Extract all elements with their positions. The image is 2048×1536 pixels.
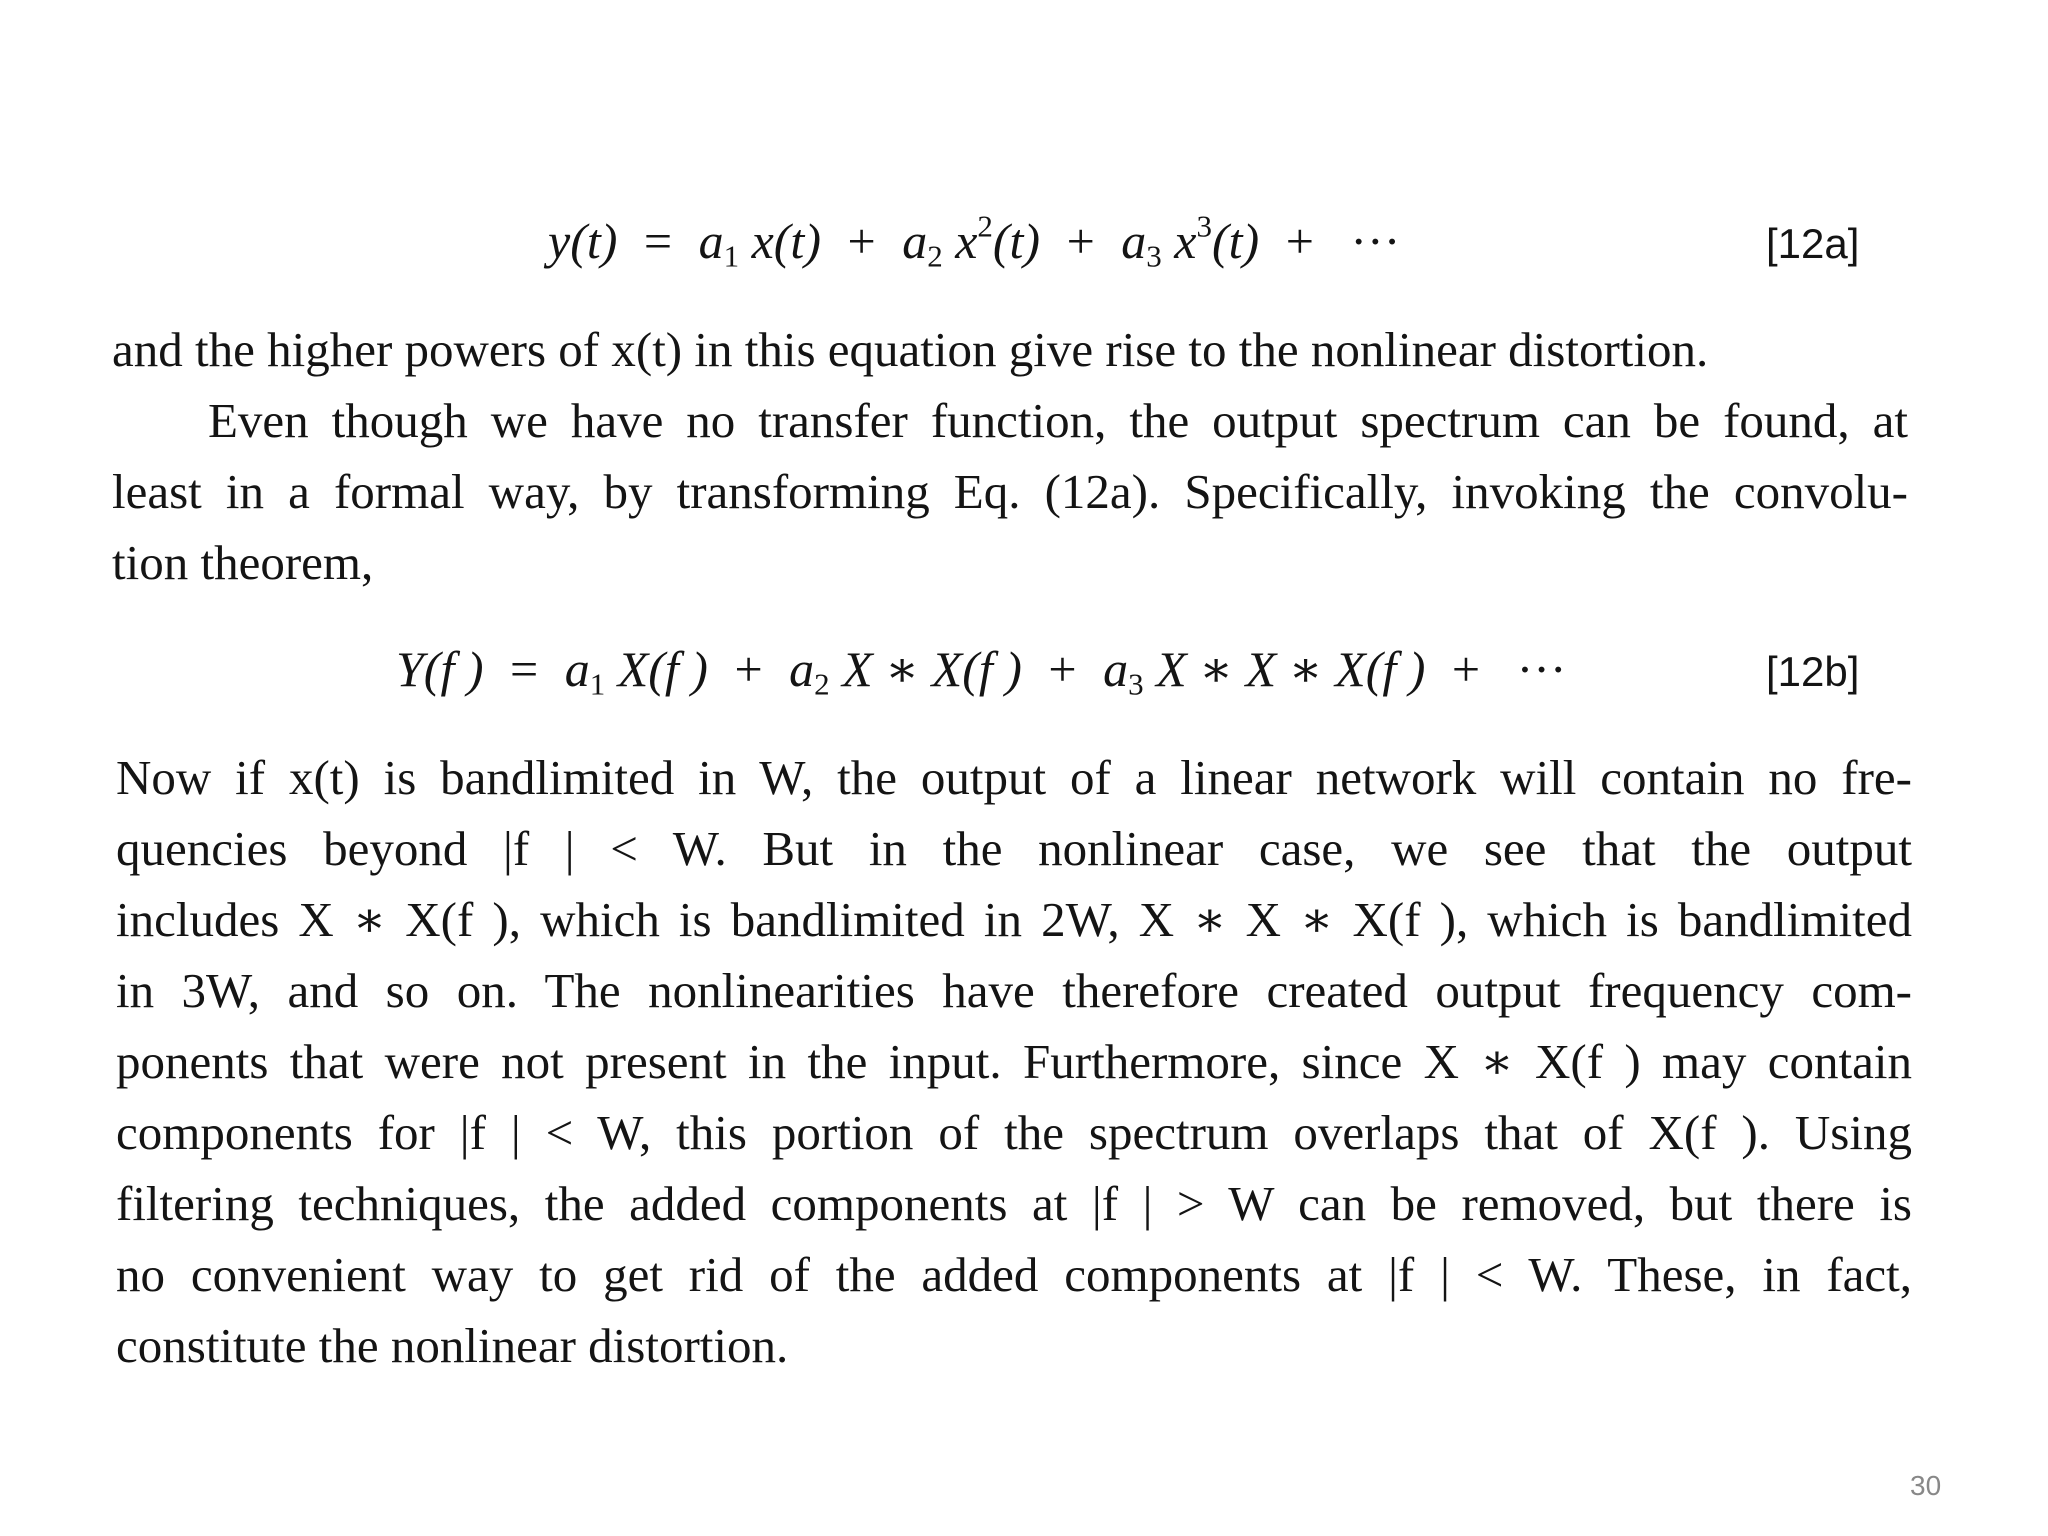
paragraph-1-line: least in a formal way, by transforming Eq. (12a). Specifically, invoking the convolu-	[112, 464, 1908, 519]
paragraph-2	[116, 742, 1912, 1381]
paragraph-2-line: quencies beyond |f | < W. But in the nonlinear case, we see that the output	[116, 821, 1912, 876]
paragraph-2-line: includes X ∗ X(f ), which is bandlimited in 2W, X ∗ X ∗ X(f ), which is bandlimited	[116, 892, 1912, 947]
equation-number-12b: [12b]	[1766, 648, 1860, 695]
eq12a-coef2-sub: 2	[927, 238, 943, 274]
eq12b-ellipsis: ···	[1516, 641, 1567, 697]
eq12a-term2-base: x	[955, 213, 978, 269]
eq12b-coef1-sub: 1	[589, 666, 606, 702]
eq12a-plus2: +	[1066, 213, 1095, 269]
eq12b-coef3-sub: 3	[1128, 666, 1144, 702]
eq12b-plus2: +	[1048, 641, 1077, 697]
paragraph-1-line: Even though we have no transfer function, the output spectrum can be found, at	[208, 393, 1908, 448]
eq12b-plus1: +	[734, 641, 763, 697]
eq12b-lhs: Y(f )	[396, 641, 484, 697]
paragraph-1-line: and the higher powers of x(t) in this equation give rise to the nonlinear distortion.	[112, 322, 1709, 377]
eq12b-term2: X ∗ X(f )	[842, 641, 1022, 697]
eq12a-term1: x(t)	[751, 213, 821, 269]
eq12a-term3-base: x	[1174, 213, 1197, 269]
eq12b-term1: X(f )	[617, 641, 708, 697]
equation-12b	[396, 640, 1567, 702]
paragraph-1-line: tion theorem,	[112, 535, 374, 590]
paragraph-2-line: Now if x(t) is bandlimited in W, the output of a linear network will contain no fre-	[116, 750, 1912, 805]
eq12b-coef3: a	[1103, 641, 1129, 697]
eq12a-ellipsis: ···	[1350, 213, 1401, 269]
eq12a-plus3: +	[1285, 213, 1314, 269]
page-number: 30	[1910, 1470, 1942, 1501]
eq12a-term2-sup: 2	[977, 208, 993, 244]
eq12a-term3-sup: 3	[1196, 208, 1212, 244]
paragraph-2-line: in 3W, and so on. The nonlinearities have therefore created output frequency com-	[116, 963, 1912, 1018]
eq12b-plus3: +	[1451, 641, 1481, 697]
eq12a-plus1: +	[847, 213, 876, 269]
paragraph-2-line: constitute the nonlinear distortion.	[116, 1318, 789, 1373]
paragraph-2-line: ponents that were not present in the input. Furthermore, since X ∗ X(f ) may contain	[116, 1034, 1912, 1089]
eq12b-term3: X ∗ X ∗ X(f )	[1156, 641, 1426, 697]
eq12a-coef2: a	[902, 213, 928, 269]
eq12b-coef2-sub: 2	[814, 666, 830, 702]
equation-12a	[548, 208, 1401, 274]
eq12b-equals: =	[510, 641, 539, 697]
eq12b-coef2: a	[789, 641, 815, 697]
paragraph-2-line: components for |f | < W, this portion of the spectrum overlaps that of X(f ). Using	[116, 1105, 1912, 1160]
eq12a-coef3: a	[1121, 213, 1147, 269]
paragraph-1	[112, 314, 1908, 598]
eq12a-coef3-sub: 3	[1146, 238, 1162, 274]
eq12b-coef1: a	[564, 641, 590, 697]
paragraph-2-line: filtering techniques, the added components at |f | > W can be removed, but there is	[116, 1176, 1912, 1231]
eq12a-equals: =	[643, 213, 673, 269]
eq12a-term3-arg: (t)	[1212, 213, 1260, 269]
equation-number-12a: [12a]	[1766, 220, 1860, 267]
paragraph-2-line: no convenient way to get rid of the added components at |f | < W. These, in fact,	[116, 1247, 1912, 1302]
eq12a-term2-arg: (t)	[992, 213, 1041, 269]
eq12a-coef1-sub: 1	[723, 238, 740, 274]
eq12a-lhs: y(t)	[548, 213, 618, 269]
eq12a-coef1: a	[698, 213, 724, 269]
